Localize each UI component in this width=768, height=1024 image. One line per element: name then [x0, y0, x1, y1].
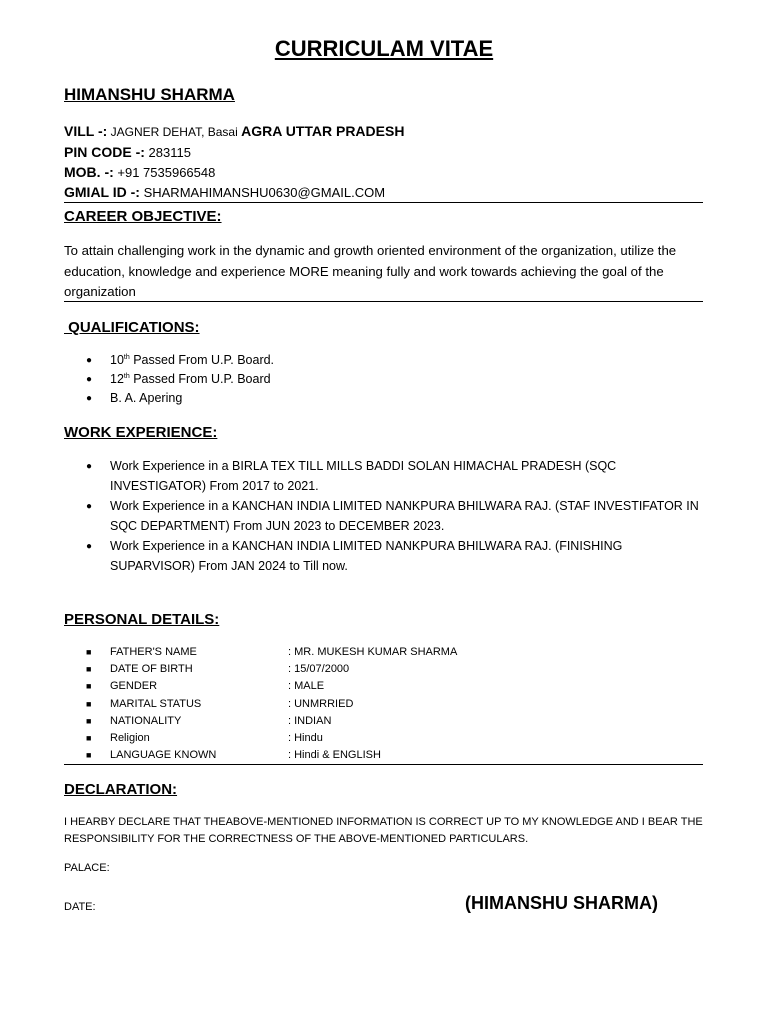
- detail-label: FATHER'S NAME: [110, 646, 197, 658]
- bullet-icon: ■: [86, 715, 92, 726]
- bullet-icon: ●: [86, 461, 93, 472]
- work-experience-list: [64, 457, 704, 577]
- qualification-text: 10: [110, 353, 124, 367]
- list-item: [64, 389, 274, 408]
- declaration-heading: DECLARATION:: [64, 781, 178, 798]
- work-item-text: Work Experience in a BIRLA TEX TILL MILLS BADDI SOLAN HIMACHAL PRADESH (SQC INVESTIGATOR) From 2017 to 2021.: [110, 459, 617, 493]
- email-line: [64, 184, 385, 200]
- bullet-icon: ■: [86, 750, 92, 761]
- mob-label: MOB. -:: [64, 164, 114, 180]
- email-label: GMIAL ID -:: [64, 184, 140, 200]
- list-item: [64, 370, 274, 389]
- bullet-icon: ●: [86, 393, 93, 404]
- list-item: [64, 644, 457, 661]
- detail-value: : UNMRRIED: [288, 697, 354, 710]
- list-item: [64, 457, 704, 496]
- date-label: DATE:: [64, 901, 96, 913]
- work-item-text: Work Experience in a KANCHAN INDIA LIMITED NANKPURA BHILWARA RAJ. (FINISHING SUPARVISOR) From JAN 2024 to Till now.: [110, 539, 623, 573]
- bullet-icon: ●: [86, 355, 93, 366]
- work-experience-heading: WORK EXPERIENCE:: [64, 424, 218, 441]
- list-item: [64, 747, 457, 764]
- list-item: [64, 661, 457, 678]
- document-title: CURRICULAM VITAE: [274, 36, 494, 61]
- bullet-icon: ■: [86, 733, 92, 744]
- address-line: [64, 123, 404, 139]
- list-item: [64, 351, 274, 370]
- qualification-detail: Passed From U.P. Board: [129, 372, 271, 386]
- mobile-line: [64, 164, 215, 180]
- career-objective-text: To attain challenging work in the dynamic and growth oriented environment of the organization, utilize the education, knowledge and experience MORE meaning fully and work towards achieving the goal of the organization: [64, 243, 677, 299]
- superscript: th: [123, 353, 130, 361]
- list-item: [64, 537, 704, 576]
- qualifications-heading: QUALIFICATIONS:: [64, 319, 200, 336]
- list-item: [64, 497, 704, 536]
- detail-value: : Hindu: [288, 732, 323, 745]
- pin-value: 283115: [144, 145, 191, 160]
- qualification-text: B. A. Apering: [110, 391, 183, 405]
- list-item: [64, 678, 457, 695]
- personal-details-heading: PERSONAL DETAILS:: [64, 611, 220, 628]
- place-label: PALACE:: [64, 862, 110, 874]
- detail-label: LANGUAGE KNOWN: [110, 749, 217, 762]
- list-item: [64, 730, 457, 747]
- bullet-icon: ●: [86, 501, 93, 512]
- qualification-detail: Passed From U.P. Board.: [129, 353, 275, 367]
- declaration-text: I HEARBY DECLARE THAT THEABOVE-MENTIONED INFORMATION IS CORRECT UP TO MY KNOWLEDGE AND I BEAR THE RESPONSIBILITY FOR THE CORRECTNESS OF THE ABOVE-MENTIONED PARTICULARS.: [64, 816, 703, 845]
- personal-details-list: [64, 644, 457, 764]
- detail-label: Religion: [110, 732, 150, 745]
- detail-label: NATIONALITY: [110, 714, 182, 727]
- detail-label: DATE OF BIRTH: [110, 663, 193, 676]
- vill-value: JAGNER DEHAT, Basai: [107, 125, 242, 139]
- career-objective-heading: CAREER OBJECTIVE:: [64, 208, 222, 225]
- work-item-text: Work Experience in a KANCHAN INDIA LIMITED NANKPURA BHILWARA RAJ. (STAF INVESTIFATOR IN SQC DEPARTMENT) From JUN 2023 to DECEMBER 2023.: [110, 499, 699, 533]
- mob-value: +91 7535966548: [113, 165, 216, 180]
- bullet-icon: ■: [86, 698, 92, 709]
- detail-value: : MR. MUKESH KUMAR SHARMA: [288, 646, 458, 658]
- detail-label: GENDER: [110, 680, 158, 693]
- pin-code-line: [64, 144, 191, 160]
- signature-name: (HIMANSHU SHARMA): [465, 893, 658, 913]
- vill-state: AGRA UTTAR PRADESH: [241, 123, 405, 139]
- bullet-icon: ●: [86, 541, 93, 552]
- qualifications-list: [64, 351, 274, 408]
- pin-label: PIN CODE -:: [64, 144, 145, 160]
- bullet-icon: ●: [86, 374, 93, 385]
- detail-value: : INDIAN: [288, 714, 332, 727]
- divider: [64, 301, 703, 302]
- divider: [64, 202, 703, 203]
- qualification-text: 12: [110, 372, 124, 386]
- candidate-name: HIMANSHU SHARMA: [64, 85, 235, 104]
- detail-value: : Hindi & ENGLISH: [288, 749, 381, 762]
- email-value: SHARMAHIMANSHU0630@GMAIL.COM: [139, 185, 386, 200]
- detail-label: MARITAL STATUS: [110, 697, 202, 710]
- list-item: [64, 713, 457, 730]
- vill-label: VILL -:: [64, 123, 108, 139]
- bullet-icon: ■: [86, 681, 92, 692]
- detail-value: : MALE: [288, 680, 325, 693]
- list-item: [64, 696, 457, 713]
- divider: [64, 764, 703, 765]
- bullet-icon: ■: [86, 664, 92, 675]
- bullet-icon: ■: [86, 647, 92, 657]
- superscript: th: [123, 372, 130, 380]
- detail-value: : 15/07/2000: [288, 663, 350, 676]
